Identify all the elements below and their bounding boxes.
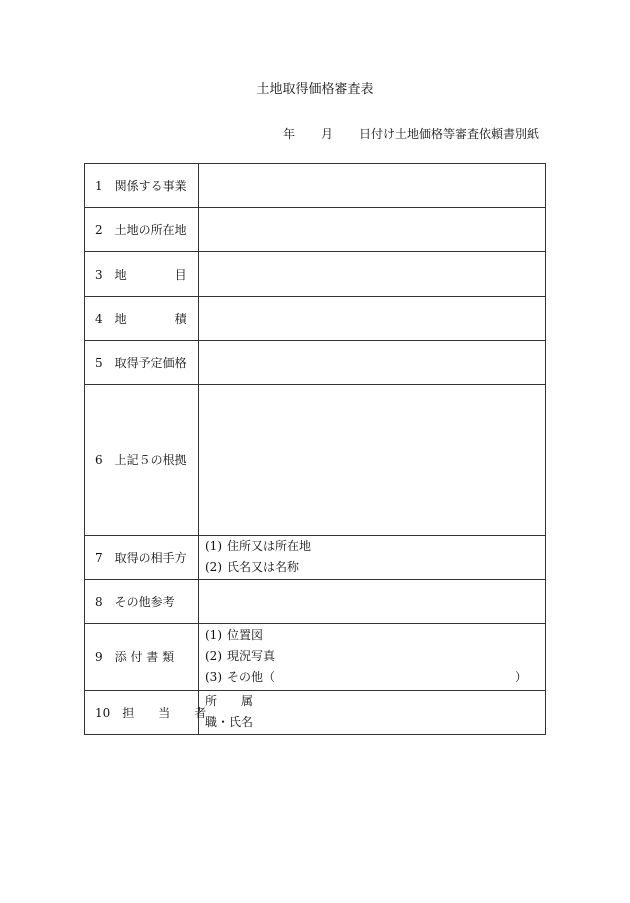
table-row-land-category <box>85 252 546 296</box>
affiliation-label: 所 属 <box>205 694 254 709</box>
label-cell <box>85 580 199 624</box>
row-label: 10 担 当 者 <box>95 705 207 720</box>
value-cell-land-area[interactable] <box>199 296 546 340</box>
item-number: (2) <box>205 560 222 575</box>
label-cell <box>85 690 207 734</box>
list-item <box>205 557 539 578</box>
value-cell-attachments[interactable] <box>199 624 546 690</box>
value-cell-counterparty[interactable] <box>199 535 546 579</box>
list-item <box>205 536 539 557</box>
label-cell <box>85 252 199 296</box>
row-label: 5 取得予定価格 <box>95 355 187 370</box>
row-label: 9 添 付 書 類 <box>95 650 175 665</box>
list-item <box>205 646 539 667</box>
item-number: (2) <box>205 649 222 664</box>
item-number: (1) <box>205 539 222 554</box>
row-label: 8 その他参考 <box>95 595 175 610</box>
label-cell <box>85 164 199 208</box>
label-cell <box>85 624 199 690</box>
table-row-related-project <box>85 164 546 208</box>
header-month: 月 <box>321 127 334 141</box>
value-cell-price-basis[interactable] <box>199 385 546 536</box>
position-name-label: 職・氏名 <box>205 715 254 730</box>
item-text: 氏名又は名称 <box>227 560 300 575</box>
header-reference: 日付け土地価格等審査依頼書別紙 <box>359 127 540 141</box>
item-number: (1) <box>205 628 222 643</box>
table-row-price-basis <box>85 385 546 536</box>
table-row-attachments <box>85 624 546 690</box>
item-text: その他（ <box>227 670 276 685</box>
position-name-line <box>205 712 539 733</box>
item-text: 住所又は所在地 <box>227 539 312 554</box>
row-label: 6 上記５の根拠 <box>95 453 187 468</box>
item-number: (3) <box>205 670 222 685</box>
affiliation-line <box>205 691 539 712</box>
row-label: 7 取得の相手方 <box>95 550 187 565</box>
table-row-land-area <box>85 296 546 340</box>
row-label: 1 関係する事業 <box>95 179 187 194</box>
header-year: 年 <box>283 127 296 141</box>
value-cell-land-location[interactable] <box>199 208 546 252</box>
value-cell-other-reference[interactable] <box>199 580 546 624</box>
value-cell-land-category[interactable] <box>199 252 546 296</box>
label-cell <box>85 208 199 252</box>
land-price-review-table <box>84 163 546 735</box>
table-row-counterparty <box>85 535 546 579</box>
label-cell <box>85 385 199 536</box>
table-row-other-reference <box>85 580 546 624</box>
row-label: 4 地 積 <box>95 311 187 326</box>
table-row-land-location <box>85 208 546 252</box>
list-item <box>205 667 539 688</box>
value-cell-person-in-charge[interactable] <box>199 690 546 734</box>
row-label: 3 地 目 <box>95 267 187 282</box>
value-cell-related-project[interactable] <box>199 164 546 208</box>
row-label: 2 土地の所在地 <box>95 223 187 238</box>
label-cell <box>85 535 199 579</box>
document-title: 土地取得価格審査表 <box>256 82 374 97</box>
label-cell <box>85 340 199 384</box>
table-row-planned-price <box>85 340 546 384</box>
value-cell-planned-price[interactable] <box>199 340 546 384</box>
closing-paren: ） <box>514 670 527 685</box>
item-text: 現況写真 <box>227 649 276 664</box>
label-cell <box>85 296 199 340</box>
table-row-person-in-charge <box>85 690 546 734</box>
item-text: 位置図 <box>227 628 264 643</box>
list-item <box>205 625 539 646</box>
